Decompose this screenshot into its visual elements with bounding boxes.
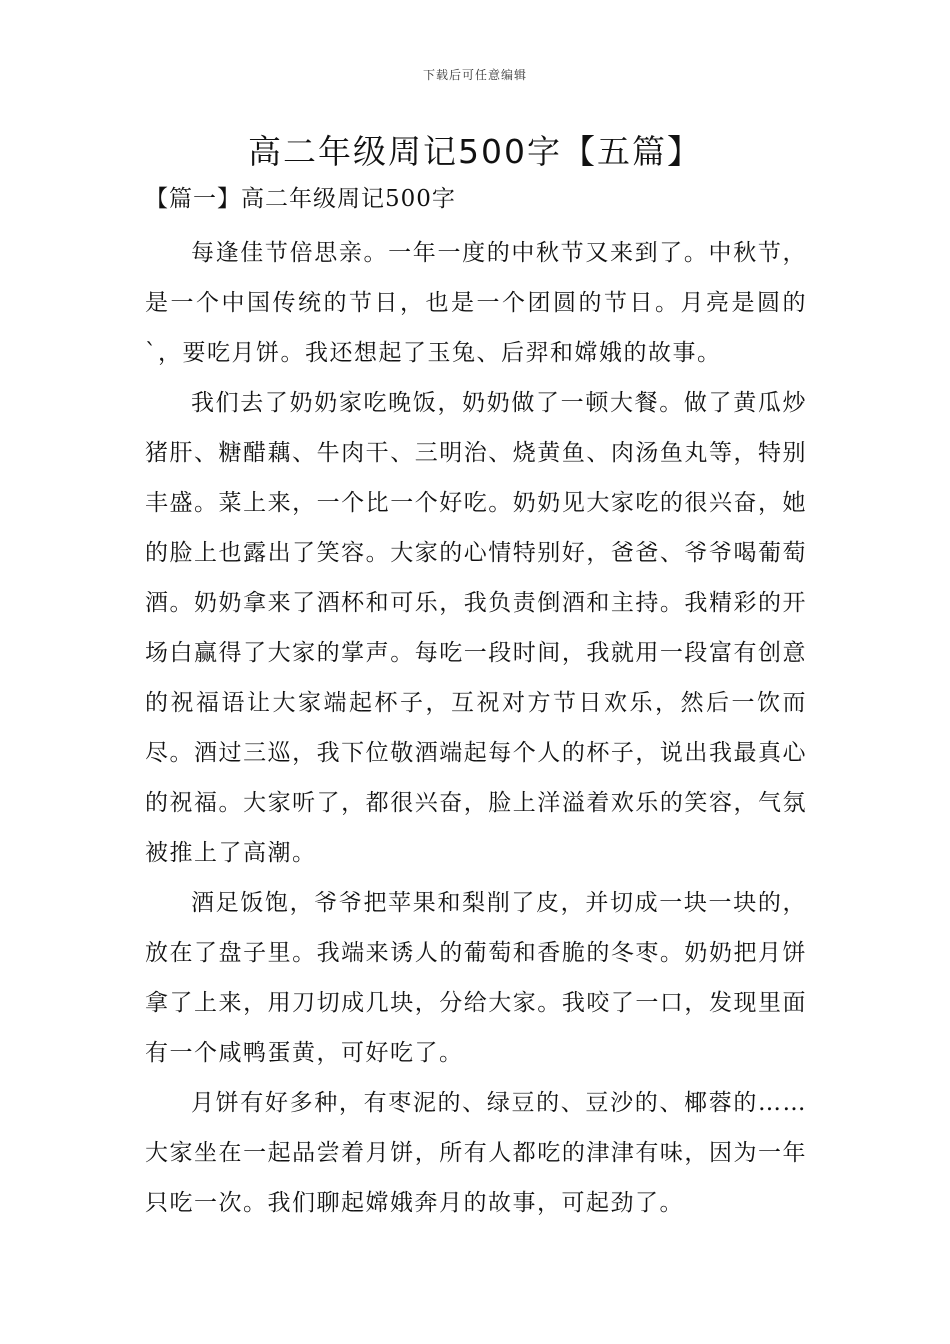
paragraph: 每逢佳节倍思亲。一年一度的中秋节又来到了。中秋节，是一个中国传统的节日，也是一个团圆的节日。月亮是圆的`，要吃月饼。我还想起了玉兔、后羿和嫦娥的故事。 (145, 240, 807, 366)
paragraph: 酒足饭饱，爷爷把苹果和梨削了皮，并切成一块一块的，放在了盘子里。我端来诱人的葡萄和香脆的冬枣。奶奶把月饼拿了上来，用刀切成几块，分给大家。我咬了一口，发现里面有一个咸鸭蛋黄，可好吃了。 (145, 890, 807, 1066)
paragraph: 月饼有好多种，有枣泥的、绿豆的、豆沙的、椰蓉的……大家坐在一起品尝着月饼，所有人都吃的津津有味，因为一年只吃一次。我们聊起嫦娥奔月的故事，可起劲了。 (145, 1090, 807, 1216)
article-body (145, 228, 807, 1228)
paragraph: 我们去了奶奶家吃晚饭，奶奶做了一顿大餐。做了黄瓜炒猪肝、糖醋藕、牛肉干、三明治、烧黄鱼、肉汤鱼丸等，特别丰盛。菜上来，一个比一个好吃。奶奶见大家吃的很兴奋，她的脸上也露出了笑容。大家的心情特别好，爸爸、爷爷喝葡萄酒。奶奶拿来了酒杯和可乐，我负责倒酒和主持。我精彩的开场白赢得了大家的掌声。每吃一段时间，我就用一段富有创意的祝福语让大家端起杯子，互祝对方节日欢乐，然后一饮而尽。酒过三巡，我下位敬酒端起每个人的杯子，说出我最真心的祝福。大家听了，都很兴奋，脸上洋溢着欢乐的笑容，气氛被推上了高潮。 (145, 390, 807, 866)
document-title: 高二年级周记500字【五篇】 (248, 132, 702, 171)
page-header-note: 下载后可任意编辑 (422, 68, 527, 82)
section-heading: 【篇一】高二年级周记500字 (145, 186, 456, 212)
